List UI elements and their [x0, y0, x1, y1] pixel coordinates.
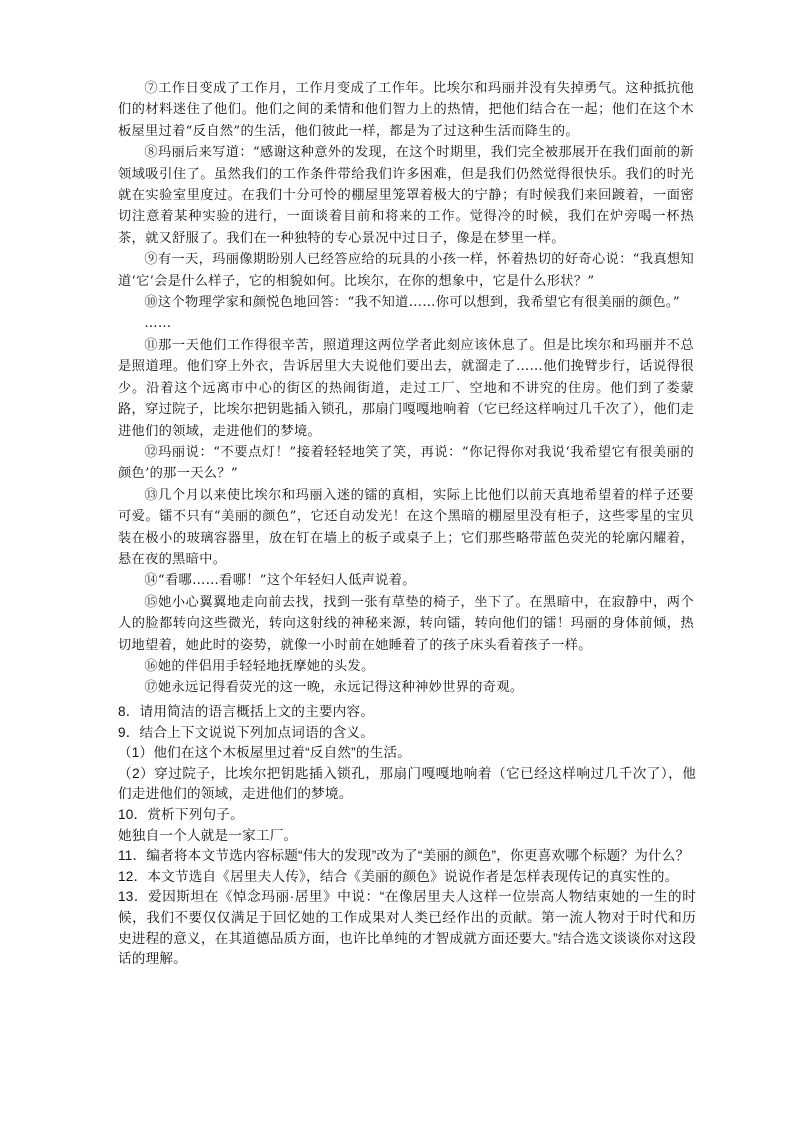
question-13: 13．爱因斯坦在《悼念玛丽·居里》中说：“在像居里夫人这样一位崇高人物结束她的一生的时候，我们不要仅仅满足于回忆她的工作成果对人类已经作出的贡献。第一流人物对于时代和历史进程的意义，在其道德品质方面，也许比单纯的才智成就方面还要大。”结合选文谈谈你对这段话的理解。 — [118, 889, 696, 967]
question-11: 11．编者将本文节选内容标题“伟大的发现”改为了“美丽的颜色”，你更喜欢哪个标题？为什么？ — [118, 848, 690, 864]
question-10-sentence: 她独自一个人就是一家工厂。 — [118, 827, 298, 843]
paragraph-11: ⑪那一天他们工作得很辛苦，照道理这两位学者此刻应该休息了。但是比埃尔和玛丽并不总是照道理。他们穿上外衣，告诉居里大夫说他们要出去，就溜走了……他们挽臂步行，话说得很少。沿着这个远离市中心的街区的热闹街道，走过工厂、空地和不讲究的住房。他们到了娄蒙路，穿过院子，比埃尔把钥匙插入锁孔，那扇门嘎嘎地响着（它已经这样响过几千次了），他们走进他们的领域，走进他们的梦境。 — [118, 337, 694, 439]
paragraph-16: ⑯她的伴侣用手轻轻地抚摩她的头发。 — [144, 658, 375, 674]
question-8: 8．请用简洁的语言概括上文的主要内容。 — [118, 704, 375, 719]
question-12: 12．本文节选自《居里夫人传》，结合《美丽的颜色》说说作者是怎样表现传记的真实性的。 — [118, 868, 679, 884]
paragraph-14: ⑭“看哪……看哪！”这个年轻妇人低声说着。 — [144, 573, 416, 589]
paragraph-8: ⑧玛丽后来写道：“感谢这种意外的发现，在这个时期里，我们完全被那展开在我们面前的新领域吸引住了。虽然我们的工作条件带给我们许多困难，但是我们仍然觉得很快乐。我们的时光就在实验室里度过。在我们十分可怜的棚屋里笼罩着极大的宁静；有时候我们来回踱着，一面密切注意着某种实验的进行，一面谈着目前和将来的工作。觉得冷的时候，我们在炉旁喝一杯热茶，就又舒服了。我们在一种独特的专心景况中过日子，像是在梦里一样。 — [118, 145, 694, 246]
question-list — [118, 702, 696, 970]
paragraph-17: ⑰她永远记得看荧光的这一晚，永远记得这种神妙世界的奇观。 — [144, 680, 524, 696]
reading-passage — [118, 78, 694, 699]
question-9-part-2: （2）穿过院子，比埃尔把钥匙插入锁孔，那扇门嘎嘎地响着（它已经这样响过几千次了），他们走进他们的领域，走进他们的梦境。 — [118, 765, 696, 802]
paragraph-9: ⑨有一天，玛丽像期盼别人已经答应给的玩具的小孩一样，怀着热切的好奇心说：“我真想知道‘它’会是什么样子，它的相貌如何。比埃尔，在你的想象中，它是什么形状？” — [118, 252, 694, 289]
paragraph-12: ⑫玛丽说：“不要点灯！”接着轻轻地笑了笑，再说：“你记得你对我说‘我希望它有很美丽的颜色’的那一天么？” — [118, 444, 694, 482]
paragraph-10: ⑩这个物理学家和颜悦色地回答：“我不知道……你可以想到，我希望它有很美丽的颜色。” — [144, 295, 680, 311]
omission-ellipsis: …… — [144, 316, 172, 332]
question-9: 9．结合上下文说说下列加点词语的含义。 — [118, 724, 375, 740]
question-9-part-1: （1）他们在这个木板屋里过着“反自然”的生活。 — [118, 745, 412, 761]
paragraph-15: ⑮她小心翼翼地走向前去找，找到一张有草垫的椅子，坐下了。在黑暗中，在寂静中，两个人的脸都转向这些微光，转向这射线的神秘来源，转向镭，转向他们的镭！玛丽的身体前倾，热切地望着，她此时的姿势，就像一小时前在她睡着了的孩子床头看着孩子一样。 — [118, 594, 694, 653]
question-10: 10．赏析下列句子。 — [118, 806, 244, 822]
paragraph-13: ⑬几个月以来使比埃尔和玛丽入迷的镭的真相，实际上比他们以前天真地希望着的样子还要可爱。镭不只有“美丽的颜色”，它还自动发光！在这个黑暗的棚屋里没有柜子，这些零星的宝贝装在极小的玻璃容器里，放在钉在墙上的板子或桌子上；它们那些略带蓝色荧光的轮廓闪耀着，悬在夜的黑暗中。 — [118, 487, 694, 567]
paragraph-7: ⑦工作日变成了工作月，工作月变成了工作年。比埃尔和玛丽并没有失掉勇气。这种抵抗他们的材料迷住了他们。他们之间的柔情和他们智力上的热情，把他们结合在一起；他们在这个木板屋里过着“反自然”的生活，他们彼此一样，都是为了过这种生活而降生的。 — [118, 81, 694, 139]
